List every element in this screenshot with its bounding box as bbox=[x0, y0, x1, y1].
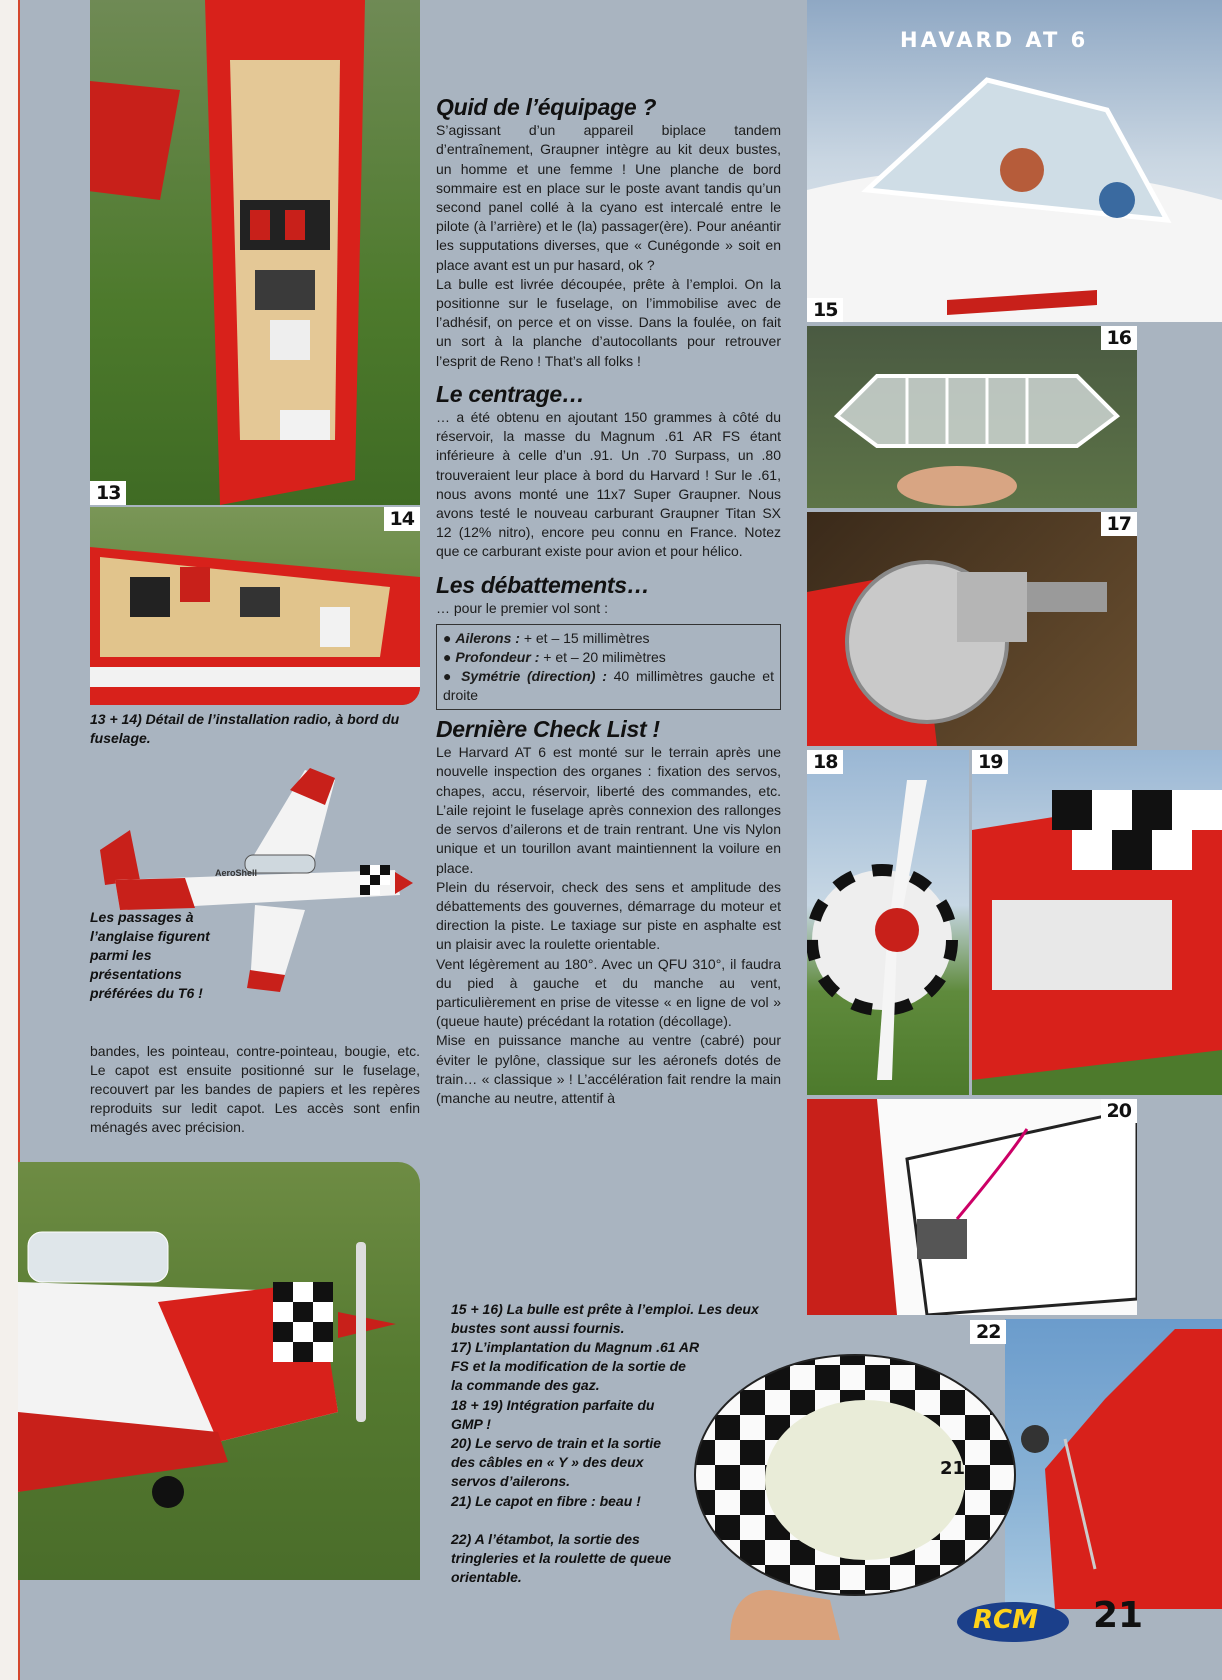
photo-15-canopy-busts bbox=[807, 0, 1222, 322]
propeller-illustration bbox=[807, 750, 969, 1095]
photo-number: 20 bbox=[1101, 1099, 1137, 1123]
photo-number-22: 22 bbox=[970, 1320, 1006, 1344]
plane-ground-photo bbox=[18, 1162, 420, 1580]
caption-18-19: 18 + 19) Intégration parfaite du GMP ! bbox=[451, 1397, 655, 1432]
photo-number: 17 bbox=[1101, 512, 1137, 536]
photo-number: 13 bbox=[90, 481, 126, 505]
caption-17: 17) L’implantation du Magnum .61 AR FS et la modification de la sortie de la commande des gaz. bbox=[451, 1339, 700, 1393]
section-title-check-list: Dernière Check List ! bbox=[436, 716, 660, 743]
photo-number: 14 bbox=[384, 507, 420, 531]
page-header-title: HAVARD AT 6 bbox=[900, 28, 1089, 52]
photo-number: 15 bbox=[807, 298, 843, 322]
paragraph: La bulle est livrée découpée, prête à l’emploi. On la positionne sur le fuselage, on l’immobilise avec de l’adhésif, on perce et on visse. Dans la foulée, on fait un sort à la planche d’autocollants pour retrouver l’esprit de Reno ! That’s all folks ! bbox=[436, 275, 781, 369]
cowl-checker bbox=[273, 1282, 333, 1362]
cowl-integration-illustration bbox=[972, 750, 1222, 1095]
paragraph: Le Harvard AT 6 est monté sur le terrain après une nouvelle inspection des organes : fixation des servos, chapes, accu, réservoir, liberté des commandes, etc. L’aile rejoint le fuselage après connexion des rallonges de servos d’ailerons et de train rentrant. Une vis Nylon unique et un tourillon avant maintiennent la voilure en place. bbox=[436, 744, 781, 876]
servo-illustration bbox=[807, 1099, 1137, 1315]
section-title-debattements: Les débattements… bbox=[436, 571, 650, 598]
photo-13-fuselage-radio bbox=[90, 0, 420, 505]
caption-plane-flyby: Les passages à l’anglaise figurent parmi les présentations préférées du T6 ! bbox=[90, 909, 210, 1001]
photo-number-21: 21 bbox=[940, 1458, 966, 1479]
photo-18-propeller bbox=[807, 750, 969, 1095]
fuselage-illustration bbox=[90, 0, 420, 505]
paragraph: S’agissant d’un appareil biplace tandem d’entraînement, Graupner intègre au kit deux bustes, un homme et une femme ! Une planche de bord sommaire est en place sur le poste avant tandis qu’un second panel collé à la cyano est intercalé entre le pilote (à l’arrière) et le (la) passager(ère). Pour anéantir les supputations diverses, que « Cunégonde » soit en place avant est un pur hasard, ok ? bbox=[436, 122, 781, 273]
rcm-logo bbox=[955, 1600, 1075, 1644]
plane-ground-illustration bbox=[18, 1162, 420, 1580]
section-title-centrage: Le centrage… bbox=[436, 380, 585, 407]
page-spine bbox=[0, 0, 20, 1680]
section-title-equipage: Quid de l’équipage ? bbox=[436, 94, 657, 120]
paragraph: … pour le premier vol sont : bbox=[436, 599, 608, 616]
photo-number: 18 bbox=[807, 750, 843, 774]
radio-bay-illustration bbox=[90, 507, 420, 705]
caption-21: 21) Le capot en fibre : beau ! bbox=[451, 1493, 641, 1509]
photo-20-servo bbox=[807, 1099, 1137, 1315]
bullet-ailerons: ● Ailerons : + et – 15 millimètres bbox=[443, 630, 650, 647]
bullet-symetrie: ● Symétrie (direction) : 40 millimètres gauche et droite bbox=[443, 668, 774, 704]
photo-number: 19 bbox=[972, 750, 1008, 774]
plane-brand-text: AeroShell bbox=[215, 868, 258, 878]
article-body bbox=[436, 92, 781, 1108]
caption-15-16: 15 + 16) La bulle est prête à l’emploi. Les deux bustes sont aussi fournis. bbox=[451, 1301, 759, 1336]
canopy-part-illustration bbox=[807, 326, 1137, 508]
photo-22-tail bbox=[1005, 1319, 1222, 1609]
paragraph: … a été obtenu en ajoutant 150 grammes à côté du réservoir, la masse du Magnum .61 AR FS étant inférieure à celle d’un .91. Un .70 Surpass, un .80 trouveraient leur place à bord du Harvard ! Sur le .61, nous avons monté une 11x7 Super Graupner. Nous avons testé le nouveau carburant Graupner Titan SX 12 (12% nitro), encore peu connu en France. Notez que ce carburant existe pour avion et pour hélico. bbox=[436, 409, 781, 560]
paragraph: Vent légèrement au 180°. Avec un QFU 310°, il faudra du pied à gauche et du manche au vent, particulièrement en prise de vitesse « en ligne de vol » (queue haute) précédant la rotation (décollage). bbox=[436, 955, 781, 1030]
left-column-text: bandes, les pointeau, contre-pointeau, bougie, etc. Le capot est ensuite positionné sur le fuselage, recouvert par les bandes de papiers et les repères reproduits sur ledit capot. Les accès sont enfin ménagés avec précision. bbox=[90, 1043, 420, 1135]
settings-box bbox=[436, 624, 781, 710]
caption-20: 20) Le servo de train et la sortie des câbles en « Y » des deux servos d’ailerons. bbox=[451, 1435, 662, 1489]
photo-14-radio-installation bbox=[90, 507, 420, 705]
caption-13-14: 13 + 14) Détail de l’installation radio, à bord du fuselage. bbox=[90, 711, 400, 746]
engine-illustration bbox=[807, 512, 1137, 746]
paragraph: Plein du réservoir, check des sens et amplitude des débattements des gouvernes, démarrage du moteur et direction la piste. Le taxiage sur piste en asphalte est un plaisir avec la roulette orientable. bbox=[436, 878, 781, 953]
photo-21-cowl-ring bbox=[690, 1340, 1020, 1640]
photo-19-cowl-integration bbox=[972, 750, 1222, 1095]
tail-illustration bbox=[1005, 1319, 1222, 1609]
paragraph: Mise en puissance manche au ventre (cabré) pour éviter le pylône, classique sur les aéronefs dotés de train… « classique » ! L’accélération fait rendre la main (manche au neutre, attentif à bbox=[436, 1032, 781, 1106]
bullet-profondeur: ● Profondeur : + et – 20 milimètres bbox=[443, 649, 666, 666]
photo-16-canopy bbox=[807, 326, 1137, 508]
page-number: 21 bbox=[1093, 1595, 1144, 1636]
photo-17-engine bbox=[807, 512, 1137, 746]
photo-number: 16 bbox=[1101, 326, 1137, 350]
caption-22: 22) A l’étambot, la sortie des tringleries et la roulette de queue orientable. bbox=[451, 1531, 672, 1585]
rcm-logo-text: RCM bbox=[973, 1605, 1038, 1635]
